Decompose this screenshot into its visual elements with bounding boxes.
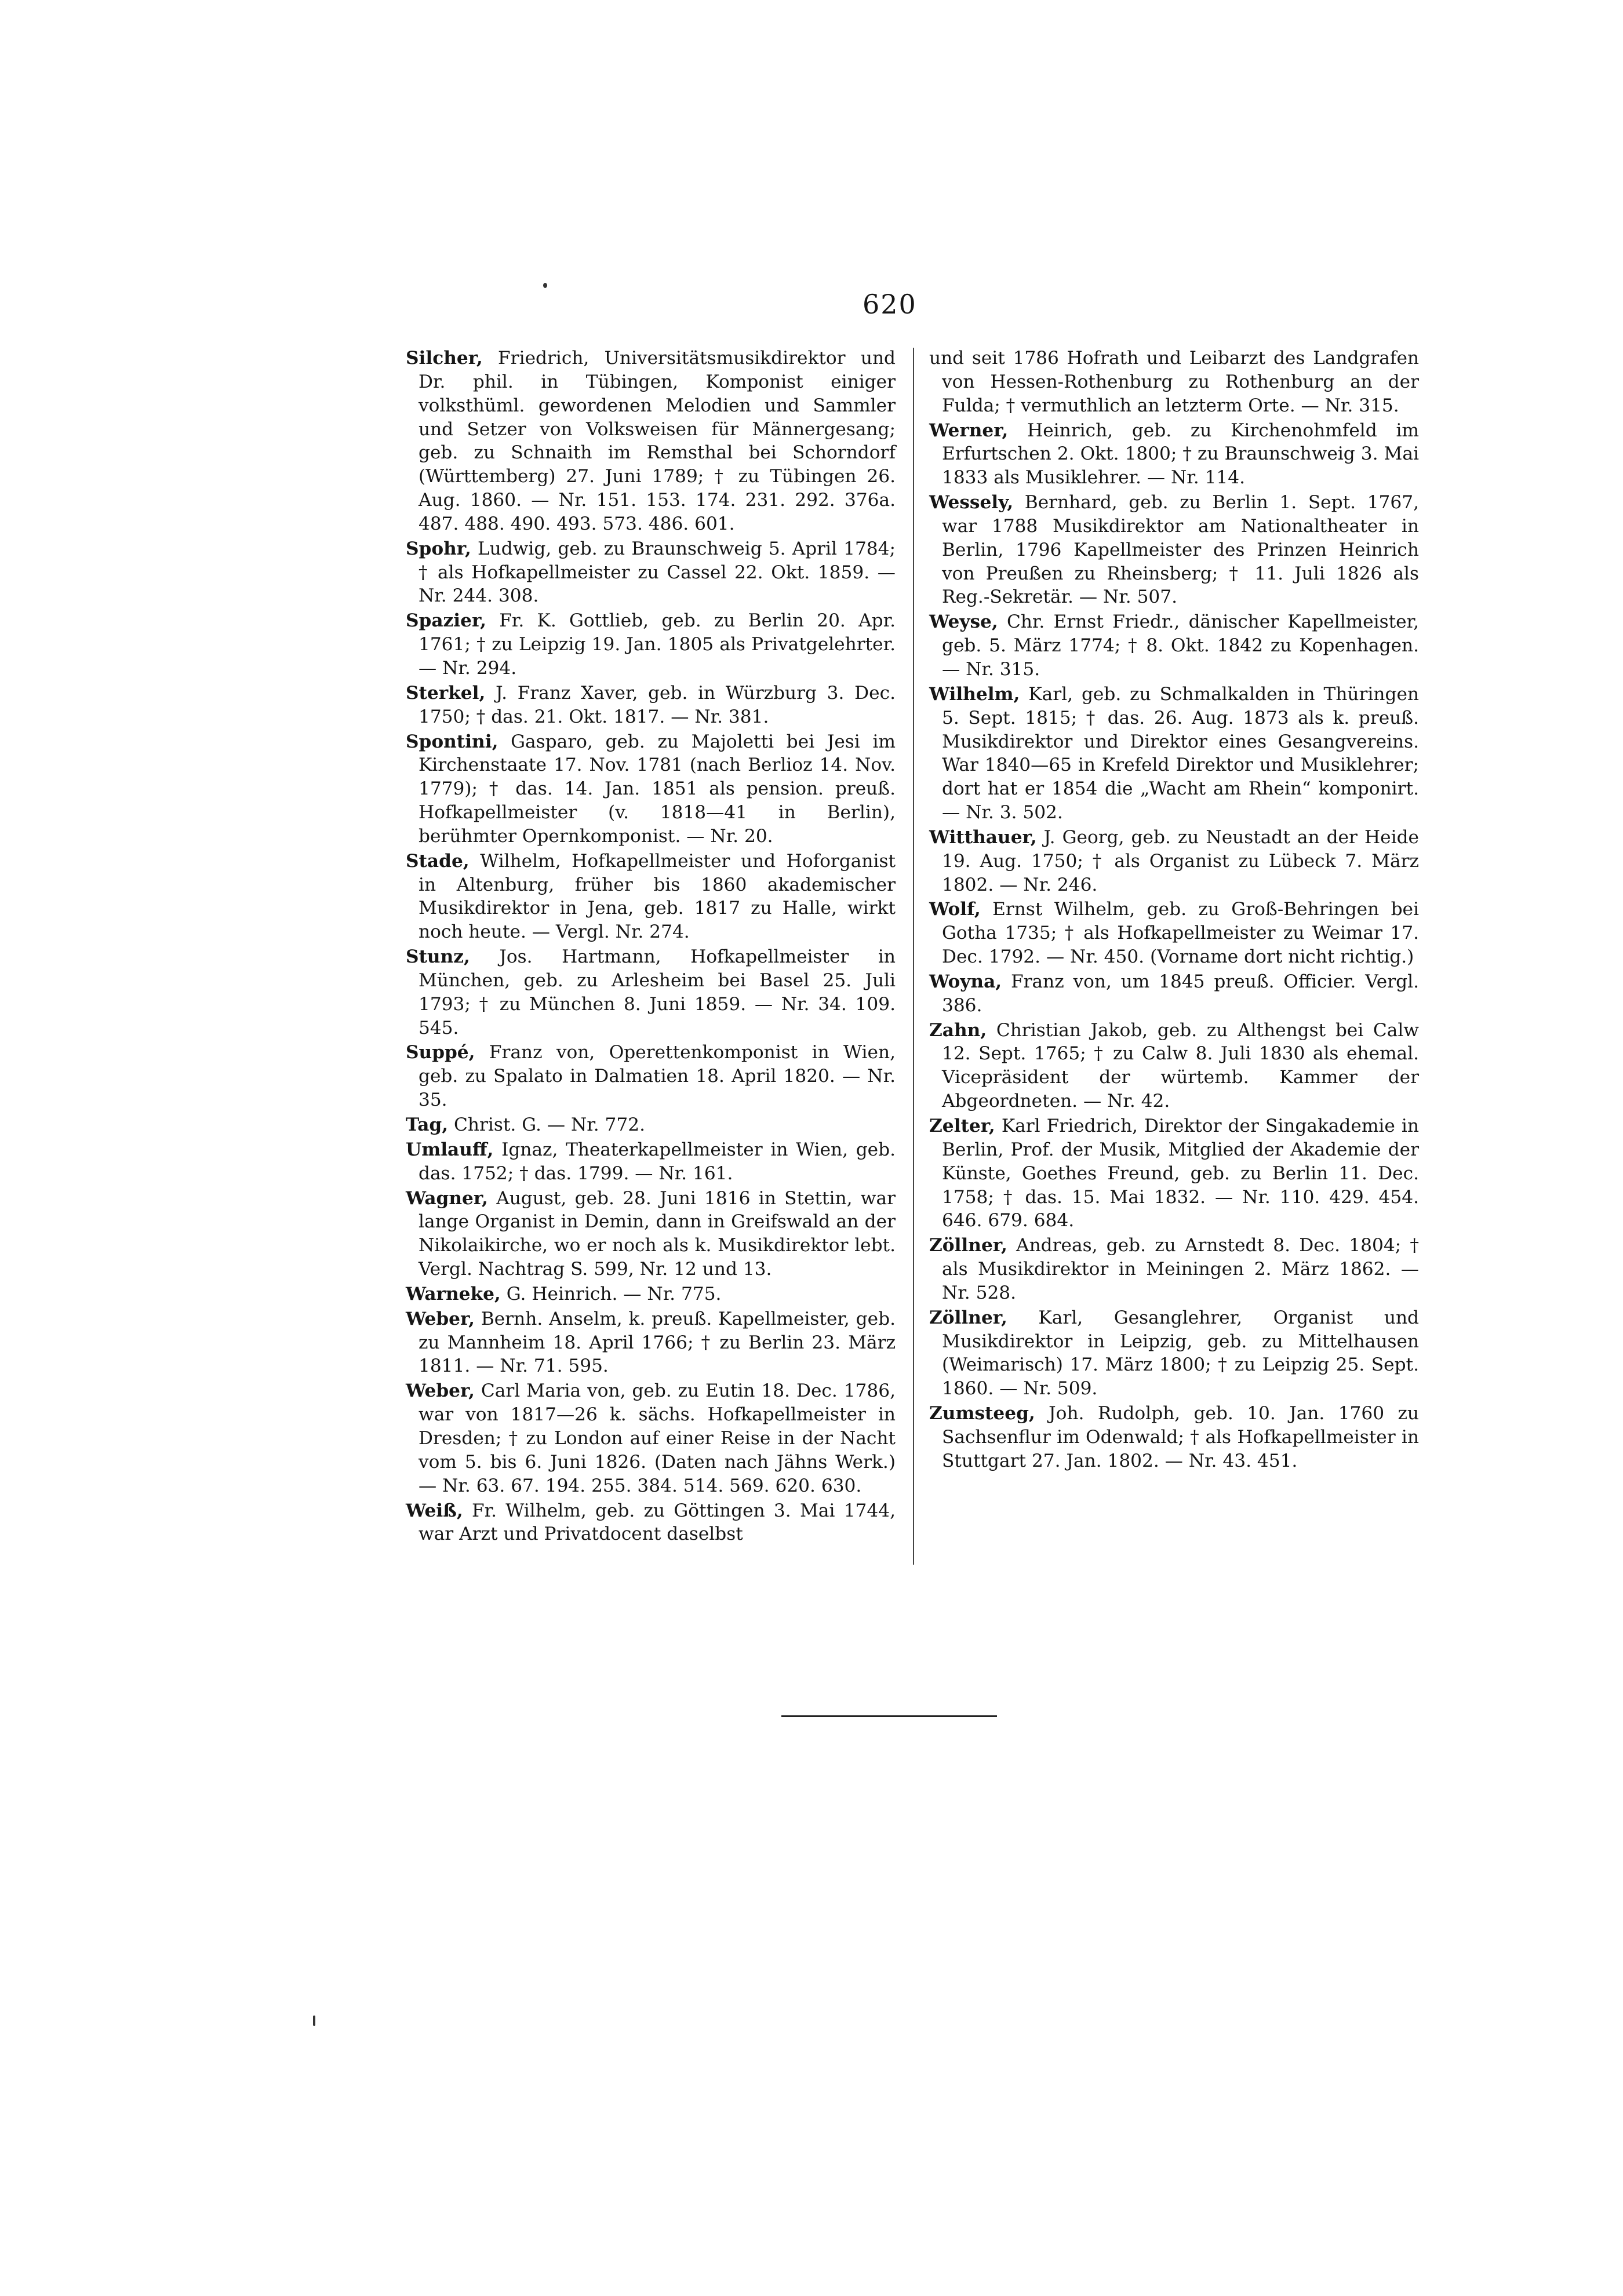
end-rule (781, 1715, 997, 1717)
register-entry (406, 609, 896, 680)
left-column (406, 347, 896, 1547)
entry-name: Spazier, (406, 610, 486, 632)
register-entry (406, 1379, 896, 1497)
register-entry (929, 1306, 1419, 1401)
entry-name: Weber, (406, 1308, 475, 1329)
entry-name: Umlauff, (406, 1139, 494, 1160)
entry-name: Spohr, (406, 538, 471, 559)
entry-text: Bernhard, geb. zu Berlin 1. Sept. 1767, war 1788 Musikdirektor am Nationaltheater in Berlin, 1796 Kapellmeister des Prinzen Heinrich von Preußen zu Rheinsberg; † 11. Juli 1826 als Reg.-Sekretär. — Nr. 507. (942, 492, 1419, 608)
register-entry (929, 491, 1419, 609)
entry-name: Witthauer, (929, 826, 1037, 848)
register-entry (406, 945, 896, 1040)
entry-name: Spontini, (406, 731, 498, 752)
entry-name: Weyse, (929, 611, 998, 633)
register-entry (929, 1234, 1419, 1305)
entry-name: Warneke, (406, 1283, 501, 1304)
column-divider (913, 348, 914, 1565)
entry-name: Weiß, (406, 1500, 463, 1521)
register-entry (929, 826, 1419, 897)
entry-name: Weber, (406, 1380, 475, 1402)
register-entry (929, 610, 1419, 681)
entry-name: Sterkel, (406, 682, 486, 704)
entry-text: Fr. Wilhelm, geb. zu Göttingen 3. Mai 1744, war Arzt und Privatdocent daselbst (419, 1500, 896, 1545)
entry-text: Franz von, um 1845 preuß. Officier. Vergl. 386. (942, 971, 1419, 1016)
entry-text: August, geb. 28. Juni 1816 in Stettin, war lange Organist in Demin, dann in Greifswald an der Nikolaikirche, wo er noch als k. Musikdirektor lebt. Vergl. Nachtrag S. 599, Nr. 12 und 13. (419, 1187, 896, 1280)
register-entry (406, 1282, 896, 1306)
entry-name: Suppé, (406, 1042, 475, 1063)
register-entry (406, 1041, 896, 1112)
entry-text: Carl Maria von, geb. zu Eutin 18. Dec. 1786, war von 1817—26 k. sächs. Hofkapellmeister in Dresden; † zu London auf einer Reise in der Nacht vom 5. bis 6. Juni 1826. (Daten nach Jähns Werk.) — Nr. 63. 67. 194. 255. 384. 514. 569. 620. 630. (419, 1380, 896, 1496)
print-speck (543, 283, 547, 288)
register-entry (406, 1138, 896, 1186)
entry-text: G. Heinrich. — Nr. 775. (506, 1283, 722, 1304)
entry-name: Werner, (929, 420, 1009, 441)
entry-name: Stunz, (406, 946, 470, 968)
register-entry-continued (929, 347, 1419, 418)
entry-text: Karl Friedrich, Direktor der Singakademie in Berlin, Prof. der Musik, Mitglied der Akademie der Künste, Goethes Freund, geb. zu Berlin 11. Dec. 1758; † das. 15. Mai 1832. — Nr. 110. 429. 454. 646. 679. 684. (942, 1116, 1419, 1231)
entry-text: Ignaz, Theaterkapellmeister in Wien, geb. das. 1752; † das. 1799. — Nr. 161. (419, 1139, 896, 1184)
entry-text: Friedrich, Universitätsmusikdirektor und Dr. phil. in Tübingen, Komponist einiger volksthüml. gewordenen Melodien und Sammler und Setzer von Volksweisen für Männergesang; geb. zu Schnaith im Remsthal bei Schorndorf (Württemberg) 27. Juni 1789; † zu Tübingen 26. Aug. 1860. — Nr. 151. 153. 174. 231. 292. 376a. 487. 488. 490. 493. 573. 486. 601. (419, 348, 896, 534)
entry-name: Zahn, (929, 1019, 987, 1041)
right-column (929, 347, 1419, 1474)
register-entry (929, 683, 1419, 825)
entry-text: J. Georg, geb. zu Neustadt an der Heide 19. Aug. 1750; † als Organist zu Lübeck 7. März 1802. — Nr. 246. (942, 826, 1419, 895)
entry-text: Bernh. Anselm, k. preuß. Kapellmeister, geb. zu Mannheim 18. April 1766; † zu Berlin 23. März 1811. — Nr. 71. 595. (419, 1308, 896, 1377)
entry-name: Woyna, (929, 971, 1002, 992)
entry-name: Wagner, (406, 1187, 488, 1209)
register-entry (406, 347, 896, 536)
entry-text: Franz von, Operettenkomponist in Wien, geb. zu Spalato in Dalmatien 18. April 1820. — Nr. 35. (419, 1042, 896, 1111)
register-entry (929, 970, 1419, 1018)
entry-text: Joh. Rudolph, geb. 10. Jan. 1760 zu Sachsenflur im Odenwald; † als Hofkapellmeister in Stuttgart 27. Jan. 1802. — Nr. 43. 451. (942, 1403, 1419, 1471)
register-entry (929, 898, 1419, 969)
register-entry (406, 537, 896, 608)
entry-text: Ludwig, geb. zu Braunschweig 5. April 1784; † als Hofkapellmeister zu Cassel 22. Okt. 1859. — Nr. 244. 308. (419, 538, 896, 607)
entry-text: Karl, Gesanglehrer, Organist und Musikdirektor in Leipzig, geb. zu Mittelhausen (Weimarisch) 17. März 1800; † zu Leipzig 25. Sept. 1860. — Nr. 509. (942, 1307, 1419, 1400)
page-number: 620 (863, 289, 917, 320)
entry-name: Zöllner, (929, 1307, 1007, 1328)
register-entry (929, 1019, 1419, 1113)
register-entry (929, 1114, 1419, 1233)
entry-text: Heinrich, geb. zu Kirchenohmfeld im Erfurtschen 2. Okt. 1800; † zu Braunschweig 3. Mai 1833 als Musiklehrer. — Nr. 114. (942, 420, 1419, 489)
register-entry (406, 1307, 896, 1379)
entry-name: Zöllner, (929, 1235, 1007, 1256)
print-speck (313, 2016, 315, 2026)
entry-name: Silcher, (406, 348, 483, 369)
register-entry (406, 850, 896, 944)
entry-text: Andreas, geb. zu Arnstedt 8. Dec. 1804; † als Musikdirektor in Meiningen 2. März 1862. — Nr. 528. (942, 1235, 1419, 1303)
entry-name: Wessely, (929, 492, 1014, 513)
entry-name: Zelter, (929, 1116, 995, 1136)
register-entry (406, 1113, 896, 1137)
register-entry (406, 1499, 896, 1547)
entry-text: Chr. Ernst Friedr., dänischer Kapellmeister, geb. 5. März 1774; † 8. Okt. 1842 zu Kopenhagen. — Nr. 315. (942, 611, 1420, 680)
register-entry (406, 1187, 896, 1281)
register-entry (929, 1402, 1419, 1473)
entry-text: und seit 1786 Hofrath und Leibarzt des Landgrafen von Hessen-Rothenburg zu Rothenburg an der Fulda; † vermuthlich an letzterm Orte. — Nr. 315. (929, 348, 1419, 416)
entry-text: Gasparo, geb. zu Majoletti bei Jesi im Kirchenstaate 17. Nov. 1781 (nach Berlioz 14. Nov. 1779); † das. 14. Jan. 1851 als pension. preuß. Hofkapellmeister (v. 1818—41 in Berlin), berühmter Opernkomponist. — Nr. 20. (419, 731, 896, 847)
entry-name: Tag, (406, 1114, 449, 1135)
entry-text: Wilhelm, Hofkapellmeister und Hoforganist in Altenburg, früher bis 1860 akademischer Musikdirektor in Jena, geb. 1817 zu Halle, wirkt noch heute. — Vergl. Nr. 274. (419, 850, 896, 943)
entry-text: Fr. K. Gottlieb, geb. zu Berlin 20. Apr. 1761; † zu Leipzig 19. Jan. 1805 als Privatgelehrter. — Nr. 294. (419, 610, 896, 679)
entry-text: Ernst Wilhelm, geb. zu Groß-Behringen bei Gotha 1735; † als Hofkapellmeister zu Weimar 17. Dec. 1792. — Nr. 450. (Vorname dort nicht richtig.) (942, 899, 1419, 968)
entry-name: Wolf, (929, 899, 981, 920)
entry-name: Zumsteeg, (929, 1403, 1035, 1424)
entry-text: Jos. Hartmann, Hofkapellmeister in München, geb. zu Arlesheim bei Basel 25. Juli 1793; † zu München 8. Juni 1859. — Nr. 34. 109. 545. (419, 946, 896, 1038)
register-entry (406, 730, 896, 848)
entry-name: Wilhelm, (929, 683, 1020, 705)
entry-text: J. Franz Xaver, geb. in Würzburg 3. Dec. 1750; † das. 21. Okt. 1817. — Nr. 381. (419, 682, 896, 727)
entry-text: Christ. G. — Nr. 772. (454, 1114, 645, 1135)
entry-text: Christian Jakob, geb. zu Althengst bei Calw 12. Sept. 1765; † zu Calw 8. Juli 1830 als ehemal. Vicepräsident der würtemb. Kammer der Abgeordneten. — Nr. 42. (942, 1019, 1419, 1112)
register-entry (929, 419, 1419, 490)
register-entry (406, 681, 896, 729)
entry-text: Karl, geb. zu Schmalkalden in Thüringen 5. Sept. 1815; † das. 26. Aug. 1873 als k. preuß. Musikdirektor und Direktor eines Gesangvereins. War 1840—65 in Krefeld Direktor und Musiklehrer; dort hat er 1854 die „Wacht am Rhein“ komponirt. — Nr. 3. 502. (942, 683, 1419, 823)
entry-name: Stade, (406, 850, 470, 872)
